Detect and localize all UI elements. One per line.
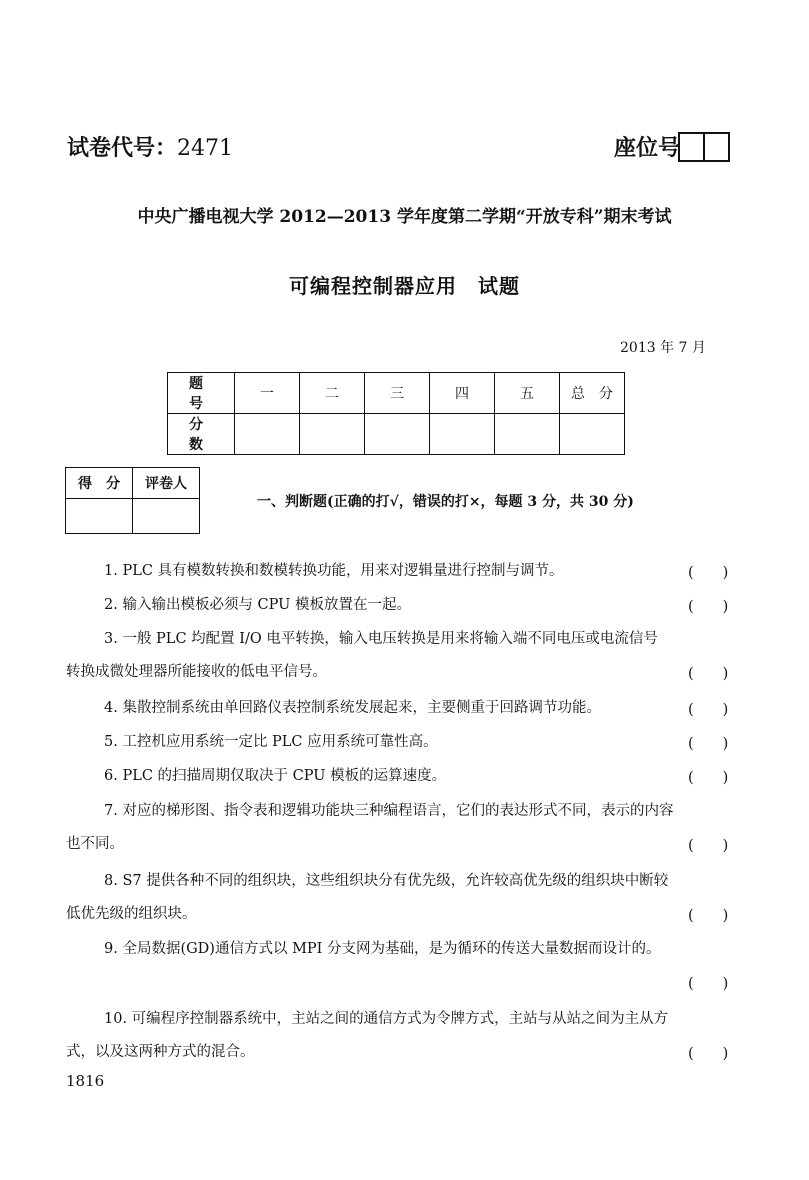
answer-paren[interactable]: ( ) [688,770,729,786]
score-entry-cell[interactable] [430,414,495,455]
question-6-text: 6. PLC 的扫描周期仅取决于 CPU 模板的运算速度。 [104,768,447,784]
grader-name-cell[interactable] [133,499,200,534]
exam-title: 可编程控制器应用 试题 [289,274,520,298]
answer-paren[interactable]: ( ) [688,908,729,924]
page-number: 1816 [66,1072,105,1090]
score-table-header-row [168,373,625,414]
score-entry-cell[interactable] [365,414,430,455]
answer-paren[interactable]: ( ) [688,565,729,581]
question-10-continuation: 式，以及这两种方式的混合。 [66,1044,255,1060]
section-title: 一、判断题(正确的打√，错误的打×，每题 3 分，共 30 分) [257,494,634,510]
question-10-text: 10. 可编程序控制器系统中，主站之间的通信方式为令牌方式，主站与从站之间为主从方 [104,1011,669,1027]
paper-code [67,131,233,162]
question-4-text: 4. 集散控制系统由单回路仪表控制系统发展起来，主要侧重于回路调节功能。 [104,700,601,716]
answer-paren[interactable]: ( ) [688,838,729,854]
question-8-continuation: 低优先级的组织块。 [66,906,197,922]
score-entry-cell[interactable] [560,414,625,455]
question-8-text: 8. S7 提供各种不同的组织块，这些组织块分有优先级，允许较高优先级的组织块中断较 [104,873,669,889]
grader-score-cell[interactable] [66,499,133,534]
score-table-cell: 题 号 [168,373,235,414]
paper-code-label: 试卷代号： [67,136,178,161]
score-entry-cell[interactable] [495,414,560,455]
answer-paren[interactable]: ( ) [688,599,729,615]
seat-number-label: 座位号 [614,136,681,161]
exam-date: 2013 年 7 月 [620,340,706,356]
score-row-label: 分 数 [168,414,235,455]
question-7-text: 7. 对应的梯形图、指令表和逻辑功能块三种编程语言，它们的表达形式不同，表示的内容 [104,803,674,819]
question-9-text: 9. 全局数据(GD)通信方式以 MPI 分支网为基础，是为循环的传送大量数据而设计的。 [104,941,661,957]
answer-paren[interactable]: ( ) [688,666,729,682]
seat-number-box[interactable] [703,132,730,162]
score-table-cell: 一 [235,373,300,414]
score-entry-cell[interactable] [235,414,300,455]
score-table-score-row [168,414,625,455]
question-3-text: 3. 一般 PLC 均配置 I/O 电平转换，输入电压转换是用来将输入端不同电压或电流信号 [104,631,658,647]
score-table-cell: 三 [365,373,430,414]
question-7-continuation: 也不同。 [66,836,124,852]
seat-number-box[interactable] [678,132,705,162]
exam-header: 中央广播电视大学 2012—2013 学年度第二学期“开放专科”期末考试 [137,207,672,227]
question-1-text: 1. PLC 具有模数转换和数模转换功能，用来对逻辑量进行控制与调节。 [104,563,564,579]
score-table [167,372,625,455]
score-table-cell: 总 分 [560,373,625,414]
grader-table [65,467,200,534]
grader-score-label: 得 分 [66,468,133,499]
score-table-cell: 五 [495,373,560,414]
answer-paren[interactable]: ( ) [688,976,729,992]
score-entry-cell[interactable] [300,414,365,455]
question-3-continuation: 转换成微处理器所能接收的低电平信号。 [66,664,327,680]
grader-name-label: 评卷人 [133,468,200,499]
score-table-cell: 二 [300,373,365,414]
answer-paren[interactable]: ( ) [688,702,729,718]
paper-code-number: 2471 [177,136,234,161]
score-table-cell: 四 [430,373,495,414]
question-2-text: 2. 输入输出模板必须与 CPU 模板放置在一起。 [104,597,411,613]
seat-number [614,131,730,162]
question-5-text: 5. 工控机应用系统一定比 PLC 应用系统可靠性高。 [104,734,438,750]
answer-paren[interactable]: ( ) [688,1046,729,1062]
answer-paren[interactable]: ( ) [688,736,729,752]
